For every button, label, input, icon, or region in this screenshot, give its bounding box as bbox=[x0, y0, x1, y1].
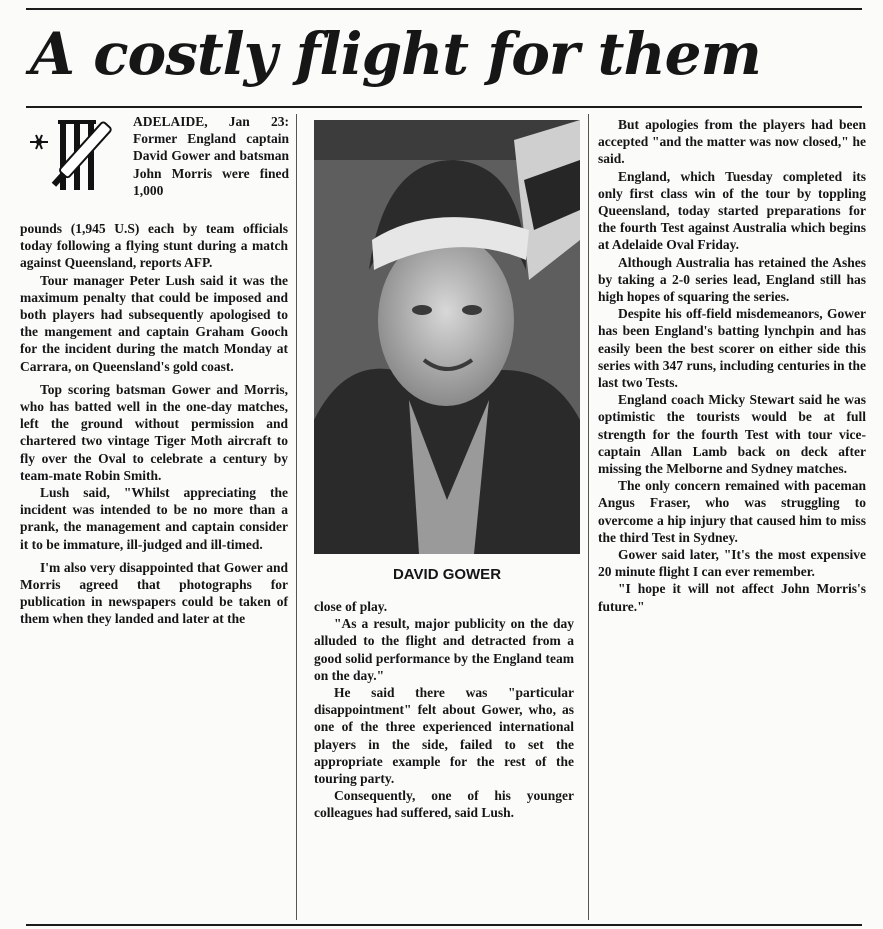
cricket-bat-stumps-icon bbox=[30, 118, 122, 196]
paragraph: I'm also very disappointed that Gower and Morris agreed that photographs for publication in newspapers could be taken of them when they landed and later at the bbox=[20, 559, 288, 627]
paragraph: close of play. bbox=[314, 599, 388, 614]
paragraph: England, which Tuesday completed its only first class win of the tour by toppling Queensland, today started preparations for the fourth Test against Australia which begins at Adelaide Oval Friday. bbox=[598, 168, 866, 253]
paragraph: But apologies from the players had been accepted "and the matter was now closed," he said. bbox=[598, 117, 866, 167]
article-column-2 bbox=[314, 598, 574, 822]
article-column-1 bbox=[20, 220, 288, 628]
lead-text: ADELAIDE, Jan 23: Former England captain David Gower and batsman John Morris were fined 1,000 bbox=[133, 114, 289, 198]
headline-rule bbox=[26, 106, 862, 108]
paragraph: "As a result, major publicity on the day alluded to the flight and detracted from a good solid performance by the England team on the day." bbox=[314, 616, 574, 683]
paragraph: Consequently, one of his younger colleagues had suffered, said Lush. bbox=[314, 788, 574, 821]
paragraph: Although Australia has retained the Ashes by taking a 2-0 series lead, England still has high hopes of squaring the series. bbox=[598, 254, 866, 305]
paragraph: Tour manager Peter Lush said it was the maximum penalty that could be imposed and both players had subsequently apologised to the mangement and captain Graham Gooch for the incident during the match Monday at Carrara, on Queensland's gold coast. bbox=[20, 272, 288, 374]
portrait-photo bbox=[314, 120, 580, 554]
lead-paragraph bbox=[133, 113, 289, 199]
paragraph: The only concern remained with paceman Angus Fraser, who was struggling to overcome a hip injury that caused him to miss the third Test in Sydney. bbox=[598, 478, 866, 545]
column-divider bbox=[588, 114, 589, 920]
paragraph: He said there was "particular disappointment" felt about Gower, who, as one of the three experienced international players in the side, failed to set the appropriate example for the rest of the touring party. bbox=[314, 685, 574, 787]
paragraph: Gower said later, "It's the most expensive 20 minute flight I can ever remember. bbox=[598, 547, 866, 580]
paragraph: Lush said, "Whilst appreciating the incident was intended to be no more than a prank, the management and captain consider it to be immature, ill-judged and ill-timed. bbox=[20, 485, 288, 552]
paragraph: England coach Micky Stewart said he was optimistic the tourists would be at full strength for the fourth Test with tour vice-captain Allan Lamb back on deck after missing the Melborne and Sydney matches. bbox=[598, 392, 866, 477]
column-divider bbox=[296, 114, 297, 920]
article-column-3 bbox=[598, 116, 866, 615]
photo-caption: DAVID GOWER bbox=[392, 566, 502, 583]
headline: A costly flight for them bbox=[30, 20, 761, 88]
paragraph: pounds (1,945 U.S) each by team officials today following a flying stunt during a match against Queensland, reports AFP. bbox=[20, 221, 288, 271]
bottom-rule bbox=[26, 924, 862, 926]
paragraph: Top scoring batsman Gower and Morris, who has batted well in the one-day matches, left the ground without permission and chartered two vintage Tiger Moth aircraft to fly over the Oval to celebrate a century by team-mate Robin Smith. bbox=[20, 381, 288, 483]
paragraph: Despite his off-field misdemeanors, Gower has been England's batting lynchpin and has easily been the best scorer on either side this series with 347 runs, including centuries in the last two Tests. bbox=[598, 306, 866, 391]
top-rule bbox=[26, 8, 862, 10]
paragraph: "I hope it will not affect John Morris's future." bbox=[598, 581, 866, 614]
